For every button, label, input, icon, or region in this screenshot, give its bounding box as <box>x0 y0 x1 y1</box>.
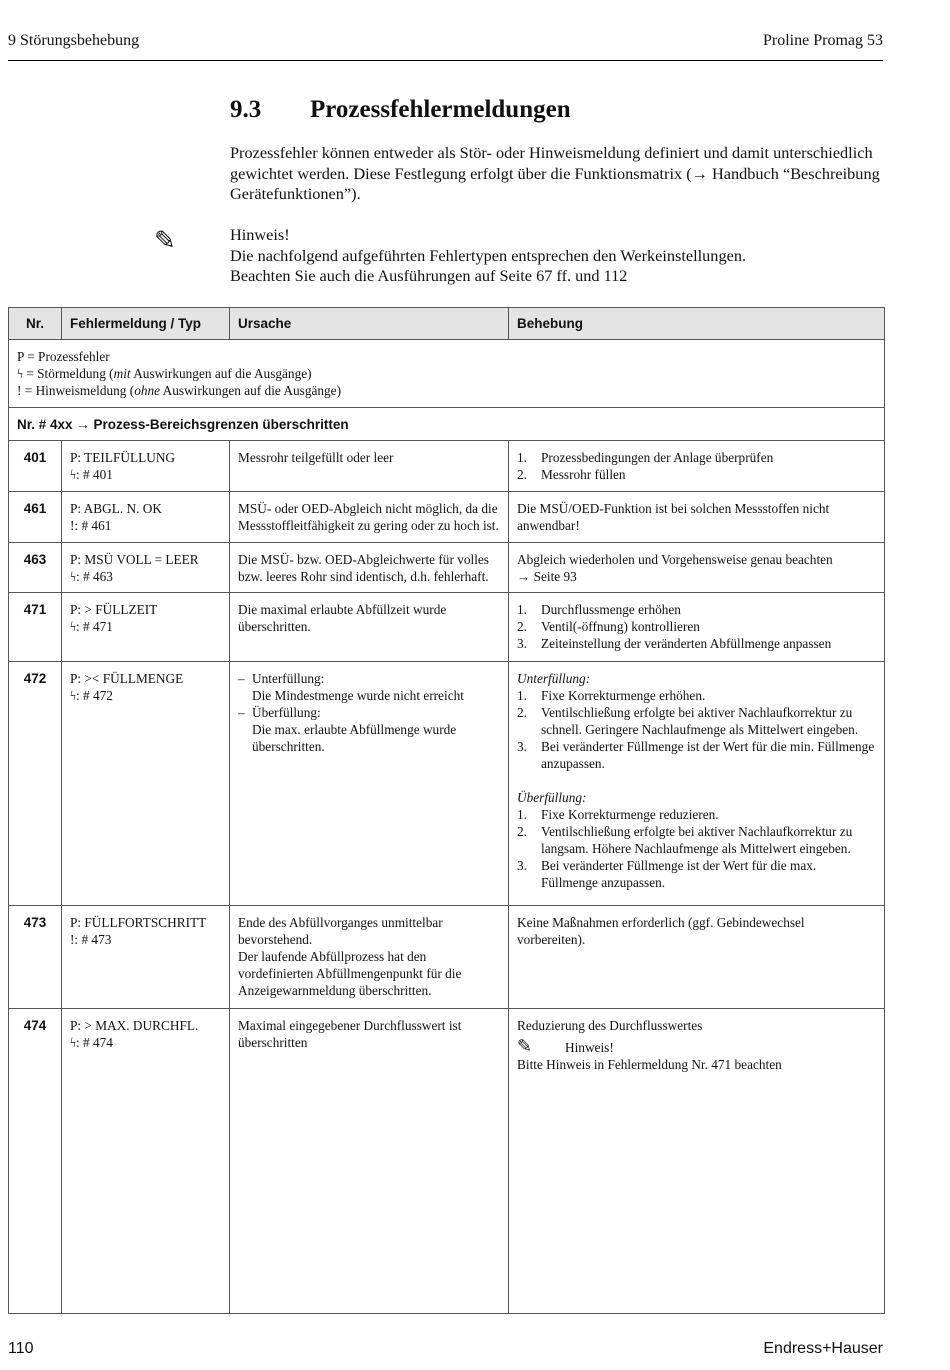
error-cause <box>230 905 509 1008</box>
header-rule <box>8 60 883 61</box>
table-row <box>9 1009 885 1314</box>
error-number: 473 <box>9 905 62 1008</box>
running-header-chapter: 9 Störungsbehebung <box>8 32 140 49</box>
message-type: ϟ: # 463 <box>70 568 113 584</box>
table-row <box>9 491 885 542</box>
page-number: 110 <box>8 1340 34 1357</box>
table-row <box>9 661 885 905</box>
error-remedy: Die MSÜ/OED-Funktion ist bei solchen Messstoffen nicht anwendbar! <box>509 491 885 542</box>
list-item: 1. Prozessbedingungen der Anlage überprüfen <box>517 450 774 466</box>
remedy-subheading: Unterfüllung: <box>517 670 591 686</box>
list-item: 3. Bei veränderter Füllmenge ist der Wert für die min. Füllmenge anzupassen. <box>517 738 875 771</box>
pencil-note-icon: ✎ <box>154 226 176 256</box>
cause-text: Der laufende Abfüllprozess hat den vordefinierten Abfüllmengenpunkt für die Anzeigewarnmeldung überschritten. <box>238 948 462 998</box>
list-item: – Unterfüllung: <box>238 670 325 686</box>
message-type: ϟ: # 471 <box>70 619 113 635</box>
message-text: P: MSÜ VOLL = LEER <box>70 551 199 567</box>
list-item-detail: Die Mindestmenge wurde nicht erreicht <box>252 687 464 703</box>
column-header-remedy: Behebung <box>509 308 885 340</box>
message-text: P: ABGL. N. OK <box>70 500 162 516</box>
error-message <box>62 661 230 905</box>
legend-notice-text: ! = Hinweismeldung ( <box>17 383 135 398</box>
error-remedy <box>509 593 885 661</box>
pencil-note-icon: ✎ <box>517 1036 533 1057</box>
hint-line <box>517 1038 876 1056</box>
group-heading: Nr. # 4xx → Prozess-Bereichsgrenzen überschritten <box>9 408 885 441</box>
error-cause: MSÜ- oder OED-Abgleich nicht möglich, da die Messstoffleitfähigkeit zu gering oder zu hoch ist. <box>230 491 509 542</box>
column-header-cause: Ursache <box>230 308 509 340</box>
error-message <box>62 542 230 593</box>
table-row <box>9 441 885 492</box>
column-header-nr: Nr. <box>9 308 62 340</box>
list-item: 3. Zeiteinstellung der veränderten Abfüllmenge anpassen <box>517 636 832 652</box>
error-number: 461 <box>9 491 62 542</box>
error-message <box>62 905 230 1008</box>
section-heading <box>230 96 571 124</box>
intro-paragraph: Prozessfehler können entweder als Stör- oder Hinweismeldung definiert und damit unterschiedlich gewichtet werden. Diese Festlegung erfolgt über die Funktionsmatrix (→ Handbuch “Beschreibung Gerätefunktionen”). <box>230 143 880 203</box>
message-type: !: # 473 <box>70 931 112 947</box>
section-title: Prozessfehlermeldungen <box>310 96 571 123</box>
error-cause: Die maximal erlaubte Abfüllzeit wurde überschritten. <box>230 593 509 661</box>
section-number: 9.3 <box>230 96 262 123</box>
error-number: 463 <box>9 542 62 593</box>
running-header-product: Proline Promag 53 <box>763 32 883 49</box>
page-reference: → Seite 93 <box>517 568 577 584</box>
list-item: 1. Fixe Korrekturmenge reduzieren. <box>517 806 719 822</box>
error-number: 401 <box>9 441 62 492</box>
message-text: P: FÜLLFORTSCHRITT <box>70 914 207 930</box>
list-item: 2. Ventilschließung erfolgte bei aktiver Nachlaufkorrektur zu langsam. Höhere Nachlaufmenge als Mittelwert eingeben. <box>517 823 853 856</box>
error-remedy: Keine Maßnahmen erforderlich (ggf. Gebindewechsel vorbereiten). <box>509 905 885 1008</box>
error-number: 471 <box>9 593 62 661</box>
error-cause <box>230 661 509 905</box>
legend-fault-text: Auswirkungen auf die Ausgänge) <box>130 366 312 381</box>
remedy-subheading: Überfüllung: <box>517 789 587 805</box>
process-error-table <box>8 307 885 1314</box>
hint-title: Hinweis! <box>565 1040 614 1055</box>
error-message <box>62 593 230 661</box>
message-text: P: > FÜLLZEIT <box>70 602 158 618</box>
error-message <box>62 491 230 542</box>
legend-fault <box>17 365 876 382</box>
error-remedy <box>509 542 885 593</box>
error-remedy <box>509 1009 885 1314</box>
note-title: Hinweis! <box>230 225 290 244</box>
message-type: !: # 461 <box>70 517 112 533</box>
table-row <box>9 593 885 661</box>
error-cause: Messrohr teilgefüllt oder leer <box>230 441 509 492</box>
note-line: Die nachfolgend aufgeführten Fehlertypen entsprechen den Werkeinstellungen. <box>230 245 747 265</box>
message-type: ϟ: # 472 <box>70 687 113 703</box>
error-message <box>62 441 230 492</box>
remedy-text: Reduzierung des Durchflusswertes <box>517 1018 703 1033</box>
error-number: 472 <box>9 661 62 905</box>
message-text: P: TEILFÜLLUNG <box>70 450 176 466</box>
note-block <box>230 225 886 287</box>
list-item: 2. Messrohr füllen <box>517 467 626 483</box>
legend-notice <box>17 382 876 399</box>
message-text: P: > MAX. DURCHFL. <box>70 1018 199 1033</box>
note-line: Beachten Sie auch die Ausführungen auf Seite 67 ff. und 112 <box>230 266 628 285</box>
remedy-text: Abgleich wiederholen und Vorgehensweise genau beachten <box>517 551 833 567</box>
list-item: 3. Bei veränderter Füllmenge ist der Wert für die max. Füllmenge anzupassen. <box>517 857 817 890</box>
error-message <box>62 1009 230 1314</box>
legend-process-error: P = Prozessfehler <box>17 349 110 364</box>
list-item: 2. Ventilschließung erfolgte bei aktiver Nachlaufkorrektur zu schnell. Geringere Nachlaufmenge als Mittelwert eingeben. <box>517 704 859 737</box>
hint-text: Bitte Hinweis in Fehlermeldung Nr. 471 beachten <box>517 1057 782 1072</box>
error-remedy <box>509 661 885 905</box>
legend-notice-text: Auswirkungen auf die Ausgänge) <box>160 383 341 398</box>
message-type: ϟ: # 474 <box>70 1035 113 1050</box>
message-type: ϟ: # 401 <box>70 467 113 483</box>
legend-notice-emphasis: ohne <box>134 383 161 398</box>
error-number: 474 <box>9 1009 62 1314</box>
brand-name: Endress+Hauser <box>763 1340 883 1357</box>
message-text: P: >< FÜLLMENGE <box>70 670 184 686</box>
table-row <box>9 542 885 593</box>
list-item: 1. Fixe Korrekturmenge erhöhen. <box>517 687 706 703</box>
list-item: 1. Durchflussmenge erhöhen <box>517 602 681 618</box>
table-header-row <box>9 308 885 340</box>
error-cause: Die MSÜ- bzw. OED-Abgleichwerte für volles bzw. leeres Rohr sind identisch, d.h. fehlerhaft. <box>230 542 509 593</box>
list-item: 2. Ventil(-öffnung) kontrollieren <box>517 619 700 635</box>
group-row <box>9 408 885 441</box>
legend-row <box>9 340 885 408</box>
list-item-detail: Die max. erlaubte Abfüllmenge wurde überschritten. <box>252 721 457 754</box>
column-header-message: Fehlermeldung / Typ <box>62 308 230 340</box>
error-remedy <box>509 441 885 492</box>
error-cause: Maximal eingegebener Durchflusswert ist überschritten <box>230 1009 509 1314</box>
legend-cell <box>9 340 885 408</box>
cause-text: Ende des Abfüllvorganges unmittelbar bevorstehend. <box>238 914 443 947</box>
list-item: – Überfüllung: <box>238 704 321 720</box>
legend-fault-text: ϟ = Störmeldung ( <box>17 366 114 381</box>
legend-fault-emphasis: mit <box>113 366 131 381</box>
table-row <box>9 905 885 1008</box>
